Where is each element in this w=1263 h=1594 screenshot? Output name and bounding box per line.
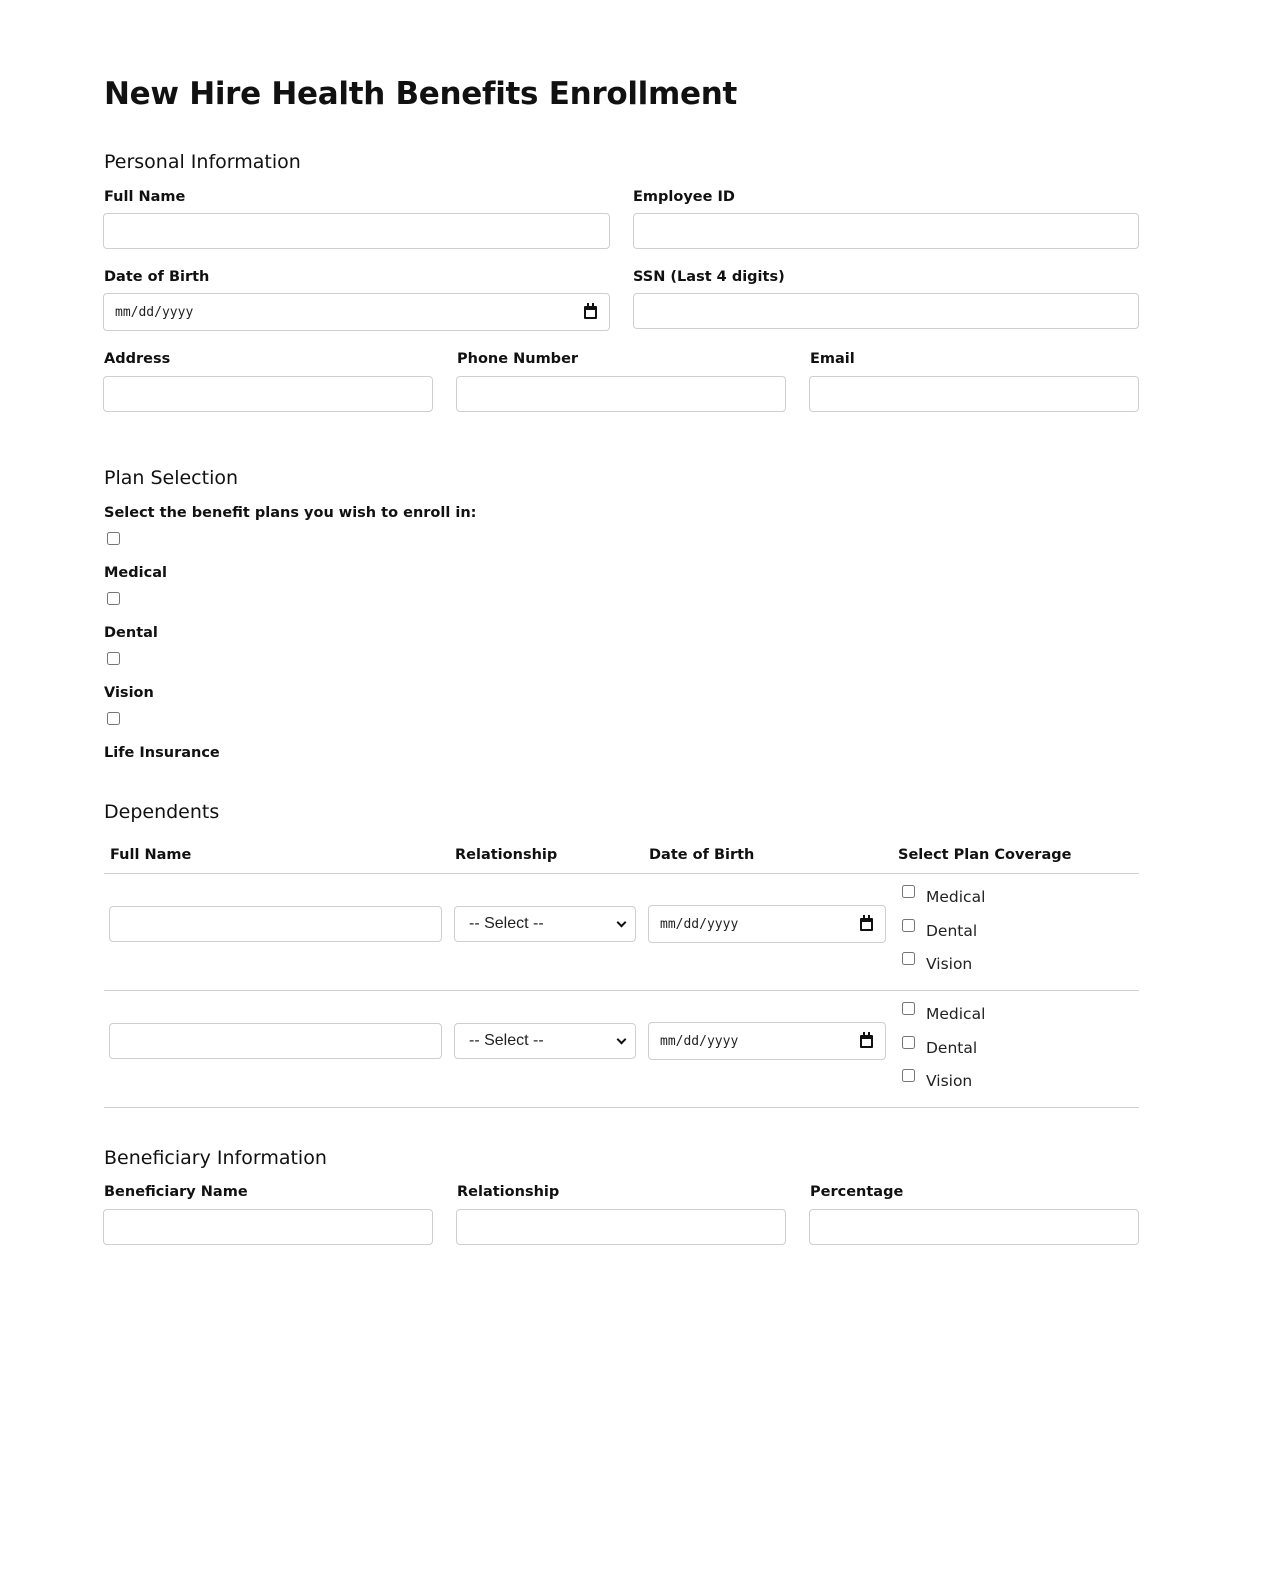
dependent-1-dental-checkbox[interactable] xyxy=(902,919,915,932)
plan-dental-checkbox[interactable] xyxy=(107,592,120,605)
dependent-1-dob-placeholder: mm/dd/yyyy xyxy=(660,916,739,932)
beneficiary-name-label: Beneficiary Name xyxy=(104,1184,248,1200)
chevron-down-icon xyxy=(617,917,627,927)
row-divider xyxy=(104,1107,1139,1108)
dependent-2-medical-checkbox[interactable] xyxy=(902,1002,915,1015)
employee-id-label: Employee ID xyxy=(633,189,735,205)
plan-life-insurance-label: Life Insurance xyxy=(104,745,220,761)
dependent-2-dental-label: Dental xyxy=(926,1039,978,1057)
plan-vision-checkbox[interactable] xyxy=(107,652,120,665)
col-plan-coverage: Select Plan Coverage xyxy=(898,847,1072,863)
plan-life-insurance-checkbox[interactable] xyxy=(107,712,120,725)
address-label: Address xyxy=(104,351,171,367)
email-input[interactable] xyxy=(809,376,1139,412)
dependents-heading: Dependents xyxy=(104,801,220,823)
calendar-icon[interactable] xyxy=(584,306,597,319)
dob-input[interactable] xyxy=(103,293,610,331)
dependent-2-relationship-value: -- Select -- xyxy=(469,1032,544,1049)
email-label: Email xyxy=(810,351,855,367)
plan-prompt: Select the benefit plans you wish to enroll in: xyxy=(104,505,477,521)
col-date-of-birth: Date of Birth xyxy=(649,847,755,863)
calendar-icon[interactable] xyxy=(860,918,873,931)
ssn-label: SSN (Last 4 digits) xyxy=(633,269,785,285)
dependent-1-medical-label: Medical xyxy=(926,888,986,906)
personal-info-heading: Personal Information xyxy=(104,151,301,173)
employee-id-input[interactable] xyxy=(633,213,1139,249)
beneficiary-percentage-label: Percentage xyxy=(810,1184,904,1200)
dependent-2-relationship-select[interactable] xyxy=(454,1023,636,1059)
dependent-1-relationship-select[interactable] xyxy=(454,906,636,942)
plan-medical-label: Medical xyxy=(104,565,167,581)
ssn-input[interactable] xyxy=(633,293,1139,329)
chevron-down-icon xyxy=(617,1034,627,1044)
dependent-1-vision-label: Vision xyxy=(926,955,973,973)
dependent-1-dental-label: Dental xyxy=(926,922,978,940)
dependent-1-relationship-value: -- Select -- xyxy=(469,915,544,932)
phone-label: Phone Number xyxy=(457,351,579,367)
dependent-2-dob-input[interactable] xyxy=(648,1022,886,1060)
full-name-label: Full Name xyxy=(104,189,186,205)
dependent-2-vision-label: Vision xyxy=(926,1072,973,1090)
dependent-2-vision-checkbox[interactable] xyxy=(902,1069,915,1082)
plan-vision-label: Vision xyxy=(104,685,154,701)
beneficiary-name-input[interactable] xyxy=(103,1209,433,1245)
col-relationship: Relationship xyxy=(455,847,558,863)
beneficiary-relationship-input[interactable] xyxy=(456,1209,786,1245)
dependent-1-name-input[interactable] xyxy=(109,906,442,942)
beneficiary-percentage-input[interactable] xyxy=(809,1209,1139,1245)
col-full-name: Full Name xyxy=(110,847,192,863)
full-name-input[interactable] xyxy=(103,213,610,249)
beneficiary-relationship-label: Relationship xyxy=(457,1184,560,1200)
page-title: New Hire Health Benefits Enrollment xyxy=(104,76,737,112)
dependent-1-medical-checkbox[interactable] xyxy=(902,885,915,898)
dependent-2-dob-placeholder: mm/dd/yyyy xyxy=(660,1033,739,1049)
phone-input[interactable] xyxy=(456,376,786,412)
dependent-1-vision-checkbox[interactable] xyxy=(902,952,915,965)
dependent-2-dental-checkbox[interactable] xyxy=(902,1036,915,1049)
dependent-1-dob-input[interactable] xyxy=(648,905,886,943)
row-divider xyxy=(104,990,1139,991)
dependent-2-medical-label: Medical xyxy=(926,1005,986,1023)
plan-medical-checkbox[interactable] xyxy=(107,532,120,545)
beneficiary-heading: Beneficiary Information xyxy=(104,1147,327,1169)
dependent-2-name-input[interactable] xyxy=(109,1023,442,1059)
address-input[interactable] xyxy=(103,376,433,412)
plan-dental-label: Dental xyxy=(104,625,158,641)
dob-label: Date of Birth xyxy=(104,269,210,285)
table-header-divider xyxy=(104,873,1139,874)
plan-selection-heading: Plan Selection xyxy=(104,467,239,489)
dob-placeholder: mm/dd/yyyy xyxy=(115,304,194,320)
calendar-icon[interactable] xyxy=(860,1035,873,1048)
